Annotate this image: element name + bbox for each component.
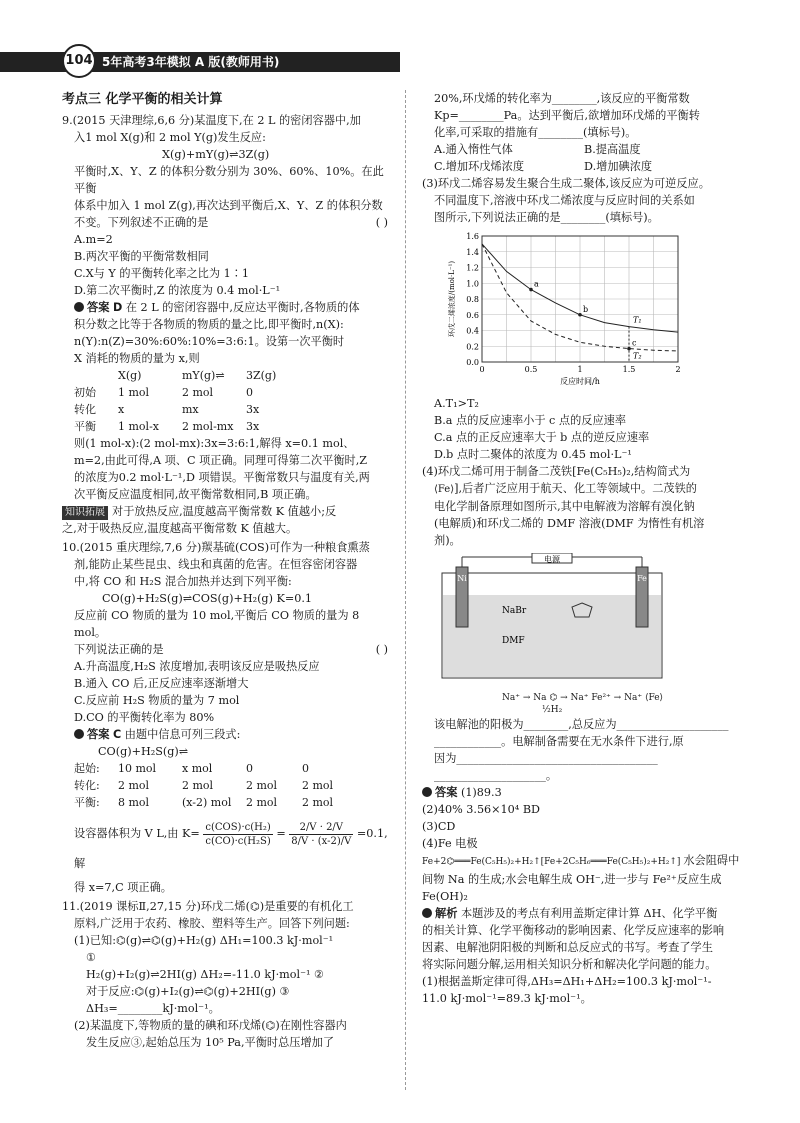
x-tick-label: 1.5	[622, 365, 636, 374]
q11-line: 20%,环戊烯的转化率为________,该反应的平衡常数	[434, 92, 690, 105]
q11-line: 图所示,下列说法正确的是________(填标号)。	[434, 211, 659, 224]
q10-line: 10.(2015 重庆理综,7,6 分)羰基硫(COS)可作为一种粮食熏蒸	[62, 541, 370, 554]
q10-option: C.反应前 H₂S 物质的量为 7 mol	[74, 694, 240, 707]
q11-line: 该电解池的阳极为________,总反应为____________________	[434, 718, 729, 731]
q11-line: 对于反应:⌬(g)+I₂(g)⇌⌬(g)+2HI(g) ③	[86, 985, 290, 998]
x-axis-label: 反应时间/h	[560, 377, 600, 386]
question-11	[62, 898, 388, 1051]
q11-line: ____________________。	[434, 769, 558, 782]
q11-line: 不同温度下,溶液中环戊二烯浓度与反应时间的关系如	[434, 194, 695, 207]
q11-line: (电解质)和环戊二烯的 DMF 溶液(DMF 为惰性有机溶	[434, 517, 705, 530]
mechanism-row: Na⁺ → Na ⌬ → Na⁺ Fe²⁺ → Na⁺ ⟨Fe⟩ ½H₂	[422, 692, 740, 716]
q9-explain: m=2,由此可得,A 项、C 项正确。同理可得第二次平衡时,Z	[74, 454, 368, 467]
q11-line: ⟨Fe⟩],后者广泛应用于航天、化工等领域中。二茂铁的	[422, 480, 740, 498]
q11-explain: 解析 本题涉及的考点有利用盖斯定律计算 ΔH、化学平衡	[422, 905, 740, 922]
q11-answer-line: (2)40% 3.56×10⁴ BD	[422, 803, 541, 816]
q11-line: (3)环戊二烯容易发生聚合生成二聚体,该反应为可逆反应。	[422, 177, 710, 190]
q11-option: A.T₁>T₂	[434, 397, 479, 410]
concentration-chart	[422, 230, 740, 395]
page-header	[0, 44, 800, 78]
q9-table-row: 初始 1 mol 2 mol 0	[74, 386, 253, 399]
q9-line: 体系中加入 1 mol Z(g),再次达到平衡后,X、Y、Z 的体积分数	[74, 199, 383, 212]
q9-explain: 则(1 mol-x):(2 mol-mx):3x=3:6:1,解得 x=0.1 mol、	[74, 437, 355, 450]
q11-line: ΔH₃=________kJ·mol⁻¹。	[86, 1002, 220, 1015]
answer-icon	[422, 787, 432, 797]
q10-answer: 答案 C 由题中信息可列三段式:	[62, 726, 388, 743]
q10-explain: 得 x=7,C 项正确。	[74, 881, 172, 894]
q11-answer-line: (4)Fe 电极	[422, 837, 478, 850]
q11-line: 化率,可采取的措施有________(填标号)。	[434, 126, 637, 139]
q11-option: C.a 点的正反应速率大于 b 点的逆反应速率	[434, 431, 650, 444]
q9-explain: X 消耗的物质的量为 x,则	[74, 352, 200, 365]
page-number: 104	[62, 44, 96, 78]
column-divider	[405, 90, 406, 1090]
ni-label: Ni	[457, 574, 467, 583]
question-9	[62, 112, 388, 537]
q10-line: 剂,能防止某些昆虫、线虫和真菌的危害。在恒容密闭容器	[74, 558, 358, 571]
question-10	[62, 539, 388, 896]
q11-answer-line: (3)CD	[422, 820, 456, 833]
q11-line: (1)已知:⌬(g)⇌⌬(g)+H₂(g) ΔH₁=100.3 kJ·mol⁻¹	[74, 934, 334, 947]
knowledge-note-line: 之,对于吸热反应,温度越高平衡常数 K 值越大。	[62, 522, 298, 535]
y-tick-label: 1.6	[466, 232, 479, 241]
q11-explain-line: 因素、电解池阴阳极的判断和总反应式的书写。考查了学生	[422, 941, 713, 954]
q11-option: B.a 点的反应速率小于 c 点的反应速率	[434, 414, 627, 427]
q9-equation: X(g)+mY(g)⇌3Z(g)	[162, 148, 270, 161]
q11-option: A.通入惰性气体	[434, 143, 513, 156]
q11-line: 11.(2019 课标Ⅱ,27,15 分)环戊二烯(⌬)是重要的有机化工	[62, 900, 354, 913]
q11-option: B.提高温度	[584, 143, 641, 156]
fe-label: Fe	[637, 574, 647, 583]
data-point	[578, 313, 582, 317]
dmf-label: DMF	[502, 636, 525, 646]
right-column	[422, 90, 740, 1007]
series-label: T₂	[633, 351, 642, 361]
x-tick-label: 0	[479, 365, 485, 374]
y-tick-label: 0.8	[466, 295, 479, 304]
q9-explain: 积分数之比等于各物质的物质的量之比,即平衡时,n(X):	[74, 318, 344, 331]
cell-svg	[432, 553, 732, 683]
y-tick-label: 0.6	[466, 310, 479, 320]
x-tick-label: 0.5	[524, 365, 538, 374]
book-title: 5年高考3年模拟 A 版(教师用书)	[102, 55, 280, 69]
q10-line: 下列说法正确的是 ( )	[74, 643, 388, 656]
electrolyte	[443, 595, 661, 677]
knowledge-note: 知识拓展 对于放热反应,温度越高平衡常数 K 值越小;反	[62, 503, 388, 520]
y-tick-label: 1.2	[466, 263, 479, 273]
x-tick-label: 1	[577, 365, 583, 374]
ferrocene-icon: ⟨Fe⟩	[434, 484, 455, 495]
y-tick-label: 1.0	[466, 279, 479, 289]
h2-label: ½H₂	[542, 705, 563, 715]
point-label: a	[534, 279, 539, 289]
q11-explain-line: 的相关计算、化学平衡移动的影响因素、化学反应速率的影响	[422, 924, 725, 937]
q11-line: 剂)。	[434, 534, 461, 547]
knowledge-tag: 知识拓展	[62, 506, 108, 520]
k-fraction-values: $\frac{2/V \cdot 2/V}{8/V \cdot (x-2)/V}$	[291, 821, 352, 847]
q11-line: 原料,广泛用于农药、橡胶、塑料等生产。回答下列问题:	[74, 917, 350, 930]
q10-equation: CO(g)+H₂S(g)⇌COS(g)+H₂(g) K=0.1	[102, 592, 313, 605]
q9-option: B.两次平衡的平衡常数相同	[74, 250, 209, 263]
q10-option: D.CO 的平衡转化率为 80%	[74, 711, 215, 724]
q9-explain: n(Y):n(Z)=30%:60%:10%=3:6:1。设第一次平衡时	[74, 335, 345, 348]
y-axis-label: 环戊二烯浓度/(mol·L⁻¹)	[448, 260, 456, 338]
q10-table-row: 平衡: 8 mol (x-2) mol 2 mol 2 mol	[74, 796, 334, 809]
q10-k-formula: 设容器体积为 V L,由 K= $\frac{\text{c(COS)·c(H₂)}}{\text{c(CO)·c(H₂S)}}$ = $\frac{2/V \cdot 2/V}{8/V \cdot (x-2)/V}$ =0.1,解	[74, 821, 388, 870]
power-label: 电源	[544, 555, 560, 564]
q9-table-row: 平衡 1 mol-x 2 mol-mx 3x	[74, 420, 260, 433]
q9-explain: 次平衡反应温度相同,故平衡常数相同,B 项正确。	[74, 488, 317, 501]
q10-option: A.升高温度,H₂S 浓度增加,表明该反应是吸热反应	[74, 660, 320, 673]
q11-option: C.增加环戊烯浓度	[434, 160, 525, 173]
q11-line: ____________。电解制备需要在无水条件下进行,原	[434, 735, 684, 748]
k-fraction: $\frac{\text{c(COS)·c(H₂)}}{\text{c(CO)·c(H₂S)}}$	[205, 821, 271, 847]
y-tick-label: 0.0	[466, 358, 479, 367]
x-tick-label: 2	[675, 365, 681, 374]
q9-line: 入1 mol X(g)和 2 mol Y(g)发生反应:	[74, 131, 266, 144]
q9-answer: 答案 D 在 2 L 的密闭容器中,反应达平衡时,各物质的体	[62, 299, 388, 316]
q11-option: D.b 点时二聚体的浓度为 0.45 mol·L⁻¹	[434, 448, 632, 461]
q11-line: 发生反应③,起始总压为 10⁵ Pa,平衡时总压增加了	[86, 1036, 335, 1049]
q10-line: 反应前 CO 物质的量为 10 mol,平衡后 CO 物质的量为 8 mol。	[74, 609, 360, 639]
q10-table-row: 转化: 2 mol 2 mol 2 mol 2 mol	[74, 779, 334, 792]
q11-answer-line: Fe(OH)₂	[422, 890, 468, 903]
q9-table-head: X(g) mY(g)⇌ 3Z(g)	[118, 369, 277, 382]
q9-line: 9.(2015 天津理综,6,6 分)某温度下,在 2 L 的密闭容器中,加	[62, 114, 361, 127]
q10-table-row: 起始: 10 mol x mol 0 0	[74, 762, 309, 775]
q11-explain-line: 将实际问题分解,运用相关知识分析和解决化学问题的能力。	[422, 958, 717, 971]
q9-explain: 的浓度为0.2 mol·L⁻¹,D 项错误。平衡常数只与温度有关,两	[74, 471, 370, 484]
point-label: b	[583, 304, 589, 314]
y-tick-label: 0.4	[466, 326, 479, 336]
q11-line: Kp=________Pa。达到平衡后,欲增加环戊烯的平衡转	[434, 109, 700, 122]
q9-line: 不变。下列叙述不正确的是 ( )	[74, 216, 388, 229]
chart-svg	[422, 230, 722, 390]
q9-table-row: 转化 x mx 3x	[74, 403, 260, 416]
q11-line: (4)环戊二烯可用于制备二茂铁[Fe(C₅H₅)₂,结构简式为	[422, 465, 691, 478]
left-column	[62, 90, 388, 1051]
data-point	[529, 288, 533, 292]
y-tick-label: 1.4	[466, 247, 479, 257]
q10-option: B.通入 CO 后,正反应速率逐渐增大	[74, 677, 249, 690]
q11-option: D.增加碘浓度	[584, 160, 653, 173]
q11-explain-line: (1)根据盖斯定律可得,ΔH₃=ΔH₁+ΔH₂=100.3 kJ·mol⁻¹-	[422, 975, 712, 988]
q11-line: 因为____________________________________	[434, 752, 658, 765]
q11-line: (2)某温度下,等物质的量的碘和环戊烯(⌬)在刚性容器内	[74, 1019, 347, 1032]
answer-icon	[74, 729, 84, 739]
q11-line: H₂(g)+I₂(g)⇌2HI(g) ΔH₂=-11.0 kJ·mol⁻¹ ②	[86, 968, 325, 981]
q11-line: 电化学制备原理如图所示,其中电解液为溶解有溴化钠	[434, 500, 695, 513]
q11-options	[422, 141, 740, 175]
q9-option: C.X与 Y 的平衡转化率之比为 1∶1	[74, 267, 250, 280]
q11-answer: 答案 (1)89.3	[422, 784, 740, 801]
q11-line: ①	[86, 951, 97, 964]
point-label: c	[632, 338, 637, 348]
q10-line: 中,将 CO 和 H₂S 混合加热并达到下列平衡:	[74, 575, 292, 588]
q9-option: A.m=2	[74, 233, 113, 246]
answer-icon	[422, 908, 432, 918]
q11-answer-line: 间物 Na 的生成;水会电解生成 OH⁻,进一步与 Fe²⁺反应生成	[422, 873, 722, 886]
nabr-label: NaBr	[502, 606, 527, 616]
series-label: T₁	[633, 315, 642, 325]
q9-option: D.第二次平衡时,Z 的浓度为 0.4 mol·L⁻¹	[74, 284, 281, 297]
q9-line: 平衡时,X、Y、Z 的体积分数分别为 30%、60%、10%。在此平衡	[74, 165, 384, 195]
y-tick-label: 0.2	[466, 342, 479, 352]
q10-table-eq: CO(g)+H₂S(g)⇌	[98, 745, 189, 758]
q11-answer-line: Fe+2⌬═══Fe(C₅H₅)₂+H₂↑[Fe+2C₅H₆═══Fe(C₅H₅)₂+H₂↑] 水会阻碍中	[422, 854, 740, 867]
q11-explain-line: 11.0 kJ·mol⁻¹=89.3 kJ·mol⁻¹。	[422, 992, 592, 1005]
section-title: 考点三 化学平衡的相关计算	[62, 92, 223, 107]
electrolysis-cell-diagram	[432, 553, 740, 688]
answer-icon	[74, 302, 84, 312]
